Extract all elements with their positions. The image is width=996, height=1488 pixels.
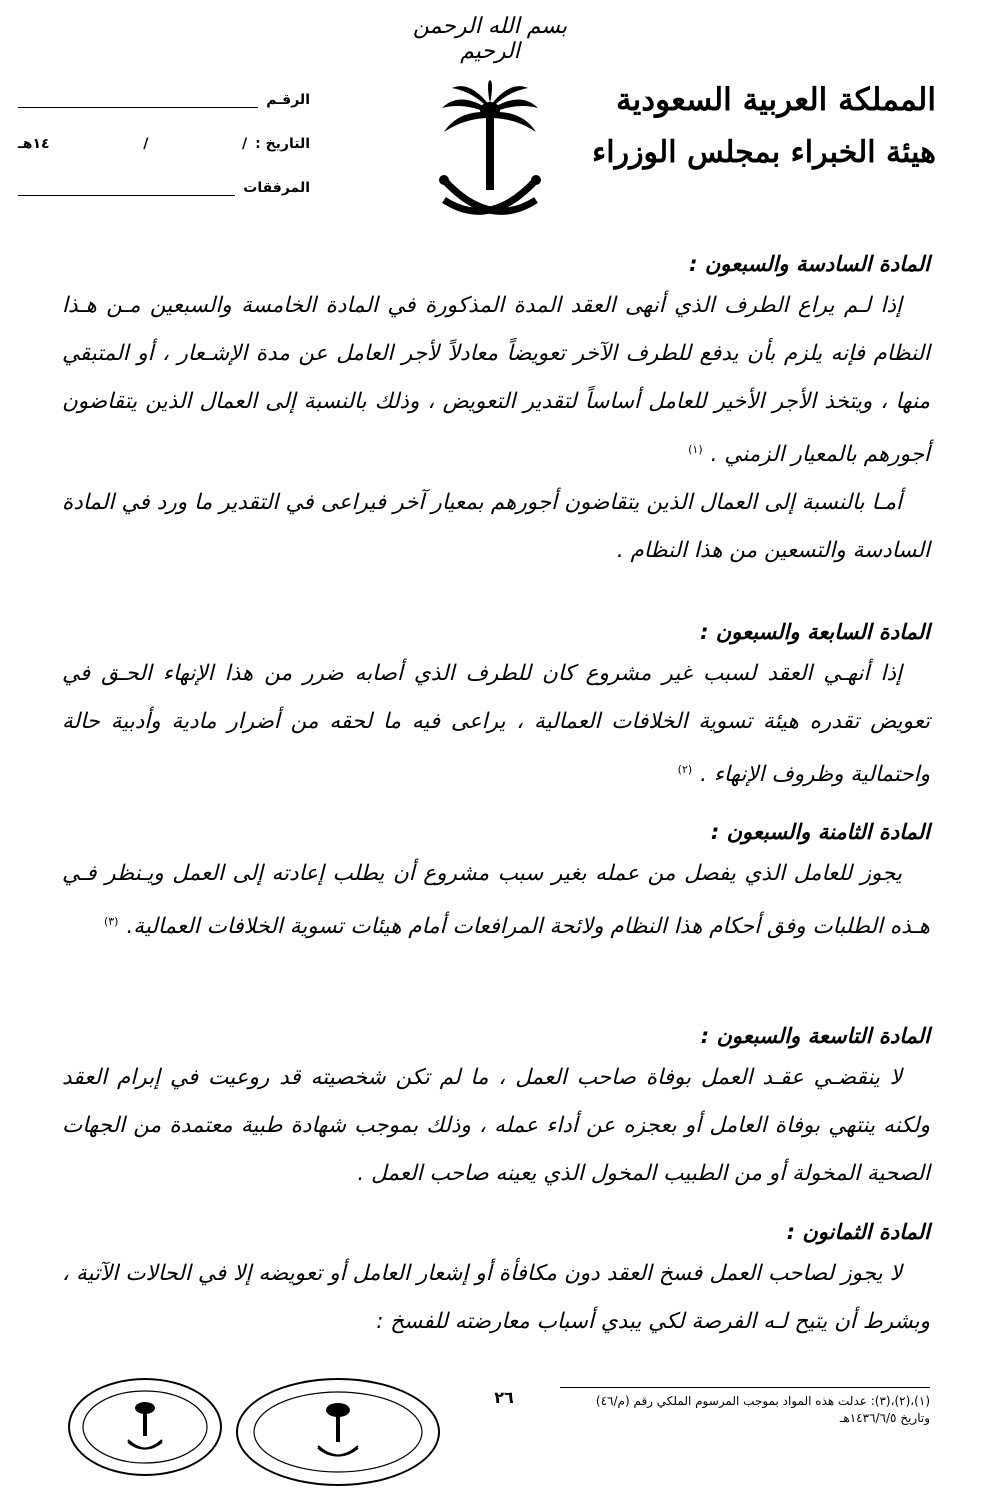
article-80 <box>62 1220 930 1346</box>
footnote-ref: (٢) <box>677 763 693 776</box>
paragraph-text: إذا أنهـي العقد لسبب غير مشروع كان للطرف الذي أصابه ضرر من هذا الإنهاء الحـق في تعويض تقدره هيئة تسوية الخلافات العمالية ، يراعى فيه ما لحقه من أضرار مادية وأدبية حالة واحتمالية وظروف الإنهاء . <box>62 661 930 788</box>
paragraph-text: لا يجوز لصاحب العمل فسخ العقد دون مكافأة أو إشعار العامل أو تعويضه إلا في الحالات الآتية ، وبشرط أن يتيح لـه الفرصة لكي يبدي أسباب معارضته للفسخ : <box>62 1261 930 1334</box>
footnote-line-2: وتاريخ ١٤٣٦/٦/٥هـ <box>839 1411 930 1425</box>
article-title: المادة الثامنة والسبعون : <box>710 820 930 844</box>
article-76 <box>62 252 930 575</box>
attachments-field <box>18 180 310 196</box>
basmala: بسم الله الرحمن الرحيم <box>412 14 568 64</box>
attachments-line <box>18 185 235 196</box>
article-title: المادة الثمانون : <box>786 1220 930 1244</box>
paragraph-text: يجوز للعامل الذي يفصل من عمله بغير سبب مشروع أن يطلب إعادته إلى العمل ويـنظر فـي هـذه الطلبات وفق أحكام هذا النظام ولائحة المرافعات أمام هيئات تسوية الخلافات العمالية. <box>62 861 930 940</box>
ref-label: الرقـم <box>266 92 310 108</box>
article-title: المادة السابعة والسبعون : <box>700 620 930 644</box>
official-stamp-right <box>236 1378 440 1486</box>
org-line-2: هيئة الخبراء بمجلس الوزراء <box>592 135 936 170</box>
ref-line <box>18 97 258 108</box>
footnote-ref: (٣) <box>103 915 119 928</box>
article-paragraph <box>62 479 930 575</box>
official-stamp-left <box>68 1378 222 1476</box>
article-78 <box>62 820 930 951</box>
date-sep-1: / <box>241 136 248 152</box>
stamp-emblem-icon <box>238 1380 438 1484</box>
footnote <box>540 1393 930 1427</box>
article-77 <box>62 620 930 799</box>
footnote-divider <box>560 1387 930 1388</box>
article-title: المادة التاسعة والسبعون : <box>700 1024 930 1048</box>
ref-field <box>18 92 310 108</box>
saudi-emblem-icon <box>430 80 550 230</box>
date-sep-2: / <box>143 136 149 152</box>
date-value <box>18 136 247 152</box>
article-paragraph <box>62 282 930 479</box>
article-paragraph <box>62 850 930 951</box>
footnote-line-1: (١)،(٢)،(٣): عدلت هذه المواد بموجب المرسوم الملكي رقم (م/٤٦) <box>595 1394 930 1408</box>
article-paragraph <box>62 650 930 799</box>
date-field <box>18 136 310 152</box>
article-paragraph <box>62 1054 930 1198</box>
paragraph-text: أمـا بالنسبة إلى العمال الذين يتقاضون أجورهم بمعيار آخر فيراعى في التقدير ما ورد في المادة السادسة والتسعين من هذا النظام . <box>62 490 930 564</box>
date-label: التاريخ : <box>255 136 310 152</box>
attachments-label: المرفقات <box>243 180 310 196</box>
page-number: ٢٦ <box>494 1388 514 1407</box>
article-79 <box>62 1024 930 1198</box>
article-paragraph <box>62 1250 930 1346</box>
stamp-emblem-icon <box>70 1380 220 1474</box>
paragraph-text: إذا لـم يراع الطرف الذي أنهى العقد المدة المذكورة في المادة الخامسة والسبعين مـن هـذا النظام فإنه يلزم بأن يدفع للطرف الآخر تعويضاً معادلاً لأجر العامل عن مدة الإشـعار ، أو المتبقي منها ، ويتخذ الأجر الأخير للعامل أساساً لتقدير التعويض ، وذلك بالنسبة إلى العمال الذين يتقاضون أجورهم بالمعيار الزمني . <box>62 293 930 468</box>
article-title: المادة السادسة والسبعون : <box>689 252 930 276</box>
org-line-1: المملكة العربية السعودية <box>616 82 936 118</box>
footnote-ref: (١) <box>688 443 703 456</box>
date-year: ١٤هـ <box>18 136 50 152</box>
paragraph-text: لا ينقضـي عقـد العمل بوفاة صاحب العمل ، ما لم تكن شخصيته قد روعيت في إبرام العقد ولكنه ينتهي بوفاة العامل أو بعجزه عن أداء عمله ، وذلك بموجب شهادة طبية معتمدة من الجهات الصحية المخولة أو من الطبيب المخول الذي يعينه صاحب العمل . <box>62 1065 930 1186</box>
